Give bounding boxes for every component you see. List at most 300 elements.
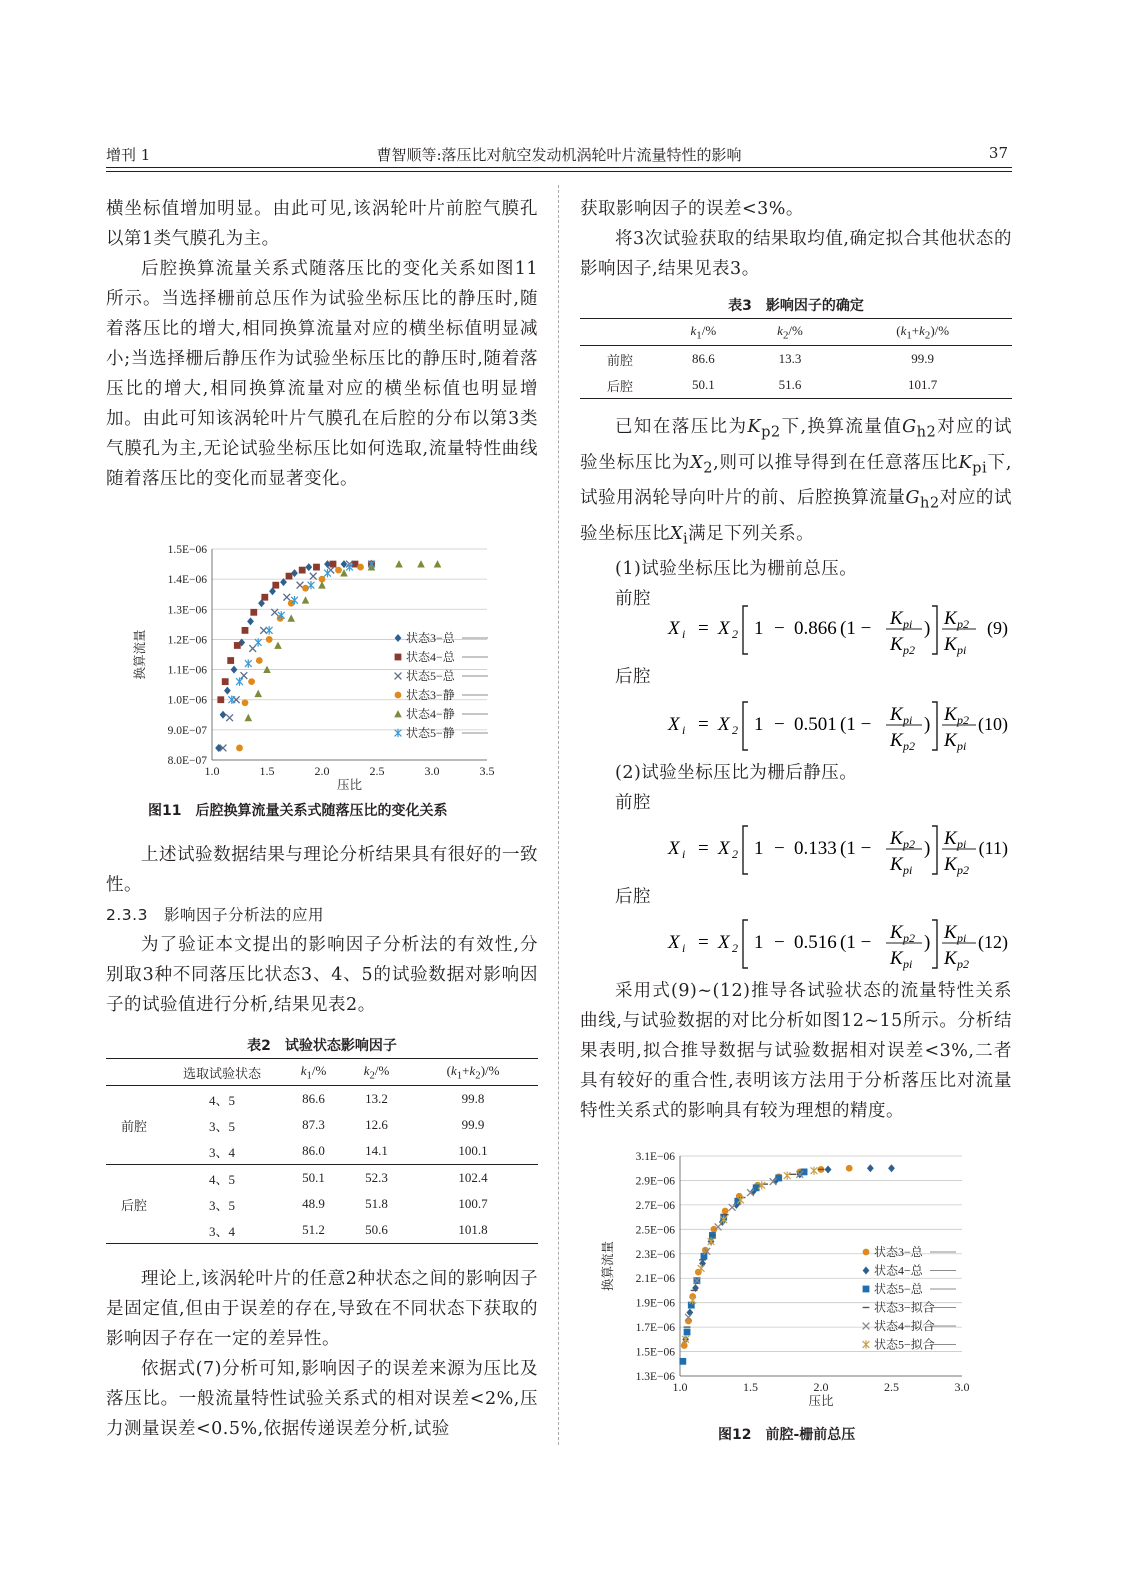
section-heading: 2.3.3 影响因子分析法的应用 bbox=[106, 906, 324, 924]
column-divider bbox=[558, 185, 559, 1445]
table-cell: 后腔 bbox=[606, 378, 633, 394]
data-point bbox=[231, 666, 238, 674]
page-number: 37 bbox=[988, 144, 1008, 162]
figure-12-chart bbox=[598, 1146, 988, 1416]
eq-symbol: K bbox=[944, 922, 957, 943]
eq-symbol: X bbox=[718, 838, 730, 859]
table-cell: 4、5 bbox=[208, 1092, 235, 1108]
eq-operator: − bbox=[774, 714, 785, 735]
legend-label: 状态5−拟合 bbox=[874, 1337, 935, 1352]
journal-issue: 增刊 1 bbox=[106, 146, 151, 164]
eq-operator: = bbox=[698, 618, 709, 639]
table-header-cell: $k_1/\%$ bbox=[282, 1059, 345, 1086]
data-point bbox=[224, 687, 231, 695]
y-tick-label: 1.7E−06 bbox=[635, 1322, 675, 1335]
eq-symbol: K bbox=[944, 730, 957, 751]
data-point bbox=[863, 1267, 870, 1275]
data-point bbox=[248, 678, 255, 685]
data-point bbox=[245, 714, 253, 721]
data-point bbox=[227, 657, 234, 664]
data-point bbox=[698, 1264, 705, 1272]
data-point bbox=[310, 573, 317, 580]
eq-number: (11) bbox=[978, 838, 1008, 858]
data-point bbox=[863, 1340, 870, 1348]
eq-bracket bbox=[743, 702, 748, 750]
paragraph: 后腔 bbox=[615, 667, 651, 687]
y-tick-label: 1.9E−06 bbox=[635, 1297, 675, 1310]
table-2 bbox=[106, 1058, 538, 1244]
table-cell: 99.9 bbox=[911, 351, 935, 366]
eq-symbol: K bbox=[890, 828, 903, 849]
eq-operator: − bbox=[774, 838, 785, 859]
right-column-bottom bbox=[580, 976, 1012, 1126]
series bbox=[215, 560, 347, 752]
eq-subscript: i bbox=[682, 847, 686, 861]
series bbox=[236, 564, 364, 752]
data-point bbox=[863, 1249, 870, 1256]
table-row bbox=[106, 1138, 538, 1165]
equation-10 bbox=[580, 692, 1012, 756]
left-column-bottom bbox=[106, 1264, 538, 1444]
data-point bbox=[846, 1165, 853, 1172]
running-header bbox=[106, 142, 1012, 166]
x-tick-label: 2.5 bbox=[369, 764, 385, 778]
table-cell: 86.6 bbox=[691, 351, 715, 366]
paragraph: 理论上,该涡轮叶片的任意2种状态之间的影响因子是固定值,但由于误差的存在,导致在不同状态下获取的影响因子存在一定的差异性。 bbox=[106, 1269, 538, 1349]
x-tick-label: 2.0 bbox=[314, 764, 330, 778]
y-tick-label: 1.1E−06 bbox=[167, 664, 207, 677]
y-tick-label: 1.5E−06 bbox=[635, 1346, 675, 1359]
eq-bracket bbox=[932, 702, 937, 750]
paragraph: 上述试验数据结果与理论分析结果具有很好的一致性。 bbox=[106, 845, 538, 895]
eq-subscript: pi bbox=[903, 713, 913, 727]
eq-symbol: K bbox=[944, 854, 957, 875]
data-point bbox=[254, 690, 262, 697]
eq-bracket bbox=[743, 920, 748, 968]
data-point bbox=[220, 711, 227, 719]
y-tick-label: 1.3E−06 bbox=[635, 1371, 675, 1383]
data-point bbox=[299, 567, 306, 574]
data-point bbox=[395, 654, 402, 661]
data-point bbox=[684, 1329, 691, 1336]
data-point bbox=[242, 627, 249, 634]
table-2-caption: 表2 试验状态影响因子 bbox=[247, 1038, 397, 1054]
eq-symbol: K bbox=[944, 634, 957, 655]
eq-coefficient: 0.866 bbox=[794, 618, 837, 639]
legend-label: 状态3−静 bbox=[406, 688, 455, 702]
eq-subscript: pi bbox=[957, 931, 967, 945]
series bbox=[685, 1171, 803, 1321]
eq-subscript: p2 bbox=[957, 957, 969, 971]
data-point bbox=[274, 641, 282, 648]
data-point bbox=[395, 673, 402, 680]
paragraph: 依据式(7)分析可知,影响因子的误差来源为压比及落压比。一般流量特性试验关系式的相对误差<2%,压力测量误差<0.5%,依据传递误差分析,试验 bbox=[106, 1359, 538, 1439]
x-tick-label: 3.5 bbox=[479, 764, 495, 778]
x-tick-label: 1.0 bbox=[204, 764, 220, 778]
y-tick-label: 2.7E−06 bbox=[635, 1199, 675, 1212]
eq-symbol: X bbox=[668, 838, 680, 859]
data-point bbox=[395, 692, 402, 699]
eq-one: 1 bbox=[754, 714, 764, 735]
eq-symbol: X bbox=[668, 714, 680, 735]
data-point bbox=[722, 1208, 729, 1215]
table-cell: 50.1 bbox=[691, 377, 715, 392]
table-header-cell: $k_2/\%$ bbox=[747, 319, 834, 346]
eq-symbol: K bbox=[890, 608, 903, 629]
table-row bbox=[106, 1191, 538, 1217]
eq-subscript: i bbox=[682, 627, 686, 641]
data-point bbox=[825, 1165, 832, 1173]
table-cell: 87.3 bbox=[302, 1117, 325, 1132]
paragraph: 为了验证本文提出的影响因子分析法的有效性,分别取3种不同落压比状态3、4、5的试验数据对影响因子的试验值进行分析,结果见表2。 bbox=[106, 935, 538, 1015]
y-tick-label: 2.3E−06 bbox=[635, 1248, 675, 1261]
table-cell: 3、5 bbox=[208, 1197, 235, 1213]
eq-operator: = bbox=[698, 714, 709, 735]
table-cell: 52.3 bbox=[345, 1165, 408, 1192]
eq-symbol: K bbox=[944, 948, 957, 969]
x-tick-label: 1.0 bbox=[672, 1380, 688, 1394]
right-column-middle bbox=[580, 412, 1012, 614]
equation-12 bbox=[580, 910, 1012, 974]
table-header-cell: $(k_1+k_2)/\%$ bbox=[408, 1059, 538, 1086]
table-group-label: 后腔 bbox=[106, 1165, 162, 1244]
left-column-top bbox=[106, 194, 538, 494]
data-point bbox=[867, 1164, 874, 1172]
eq-operator: = bbox=[698, 932, 709, 953]
table-3-caption: 表3 影响因子的确定 bbox=[728, 298, 864, 314]
figure-11-caption: 图11 后腔换算流量关系式随落压比的变化关系 bbox=[148, 803, 448, 819]
data-point bbox=[245, 659, 252, 667]
eq-subscript: p2 bbox=[903, 739, 915, 753]
eq-paren: ) bbox=[924, 838, 931, 859]
eq-bracket bbox=[932, 826, 937, 874]
table-cell: 51.2 bbox=[302, 1222, 325, 1237]
legend-label: 状态5−总 bbox=[406, 669, 455, 683]
table-header-cell bbox=[106, 1059, 162, 1086]
eq-subscript: p2 bbox=[957, 617, 969, 631]
paragraph: 获取影响因子的误差<3%。 bbox=[580, 199, 804, 219]
data-point bbox=[357, 564, 364, 571]
eq-subscript: 2 bbox=[732, 627, 738, 641]
table-2-block bbox=[106, 1034, 538, 1244]
eq-symbol: X bbox=[718, 714, 730, 735]
y-axis-label: 换算流量 bbox=[133, 629, 147, 680]
data-point bbox=[302, 596, 310, 603]
equation-11 bbox=[580, 816, 1012, 880]
table-header-cell: 选取试验状态 bbox=[162, 1059, 282, 1086]
eq-paren: (1 − bbox=[840, 932, 872, 953]
table-3-block bbox=[580, 294, 1012, 399]
paragraph: (1)试验坐标压比为栅前总压。 bbox=[615, 559, 858, 579]
data-point bbox=[272, 582, 279, 589]
eq-symbol: X bbox=[718, 618, 730, 639]
eq-subscript: p2 bbox=[903, 643, 915, 657]
eq-subscript: i bbox=[682, 723, 686, 737]
y-axis-label: 换算流量 bbox=[601, 1240, 615, 1292]
table-cell: 3、4 bbox=[208, 1144, 235, 1160]
data-point bbox=[236, 745, 243, 752]
eq-one: 1 bbox=[754, 932, 764, 953]
eq-subscript: pi bbox=[957, 739, 967, 753]
table-cell: 前腔 bbox=[606, 352, 633, 368]
legend-label: 状态4−总 bbox=[406, 650, 455, 664]
eq-one: 1 bbox=[754, 838, 764, 859]
eq-paren: (1 − bbox=[840, 618, 872, 639]
eq-symbol: X bbox=[718, 932, 730, 953]
eq-number: (9) bbox=[987, 618, 1008, 638]
data-point bbox=[395, 634, 402, 642]
table-cell: 101.7 bbox=[908, 377, 938, 392]
eq-symbol: X bbox=[668, 618, 680, 639]
y-tick-label: 9.0E−07 bbox=[167, 724, 207, 737]
y-tick-label: 1.0E−06 bbox=[167, 694, 207, 707]
data-point bbox=[811, 1166, 818, 1174]
eq-subscript: p2 bbox=[957, 863, 969, 877]
eq-subscript: 2 bbox=[732, 723, 738, 737]
eq-one: 1 bbox=[754, 618, 764, 639]
legend-label: 状态4−静 bbox=[406, 707, 455, 721]
paragraph: 后腔 bbox=[615, 887, 651, 907]
data-point bbox=[324, 569, 331, 577]
table-row bbox=[106, 1217, 538, 1244]
paragraph: 横坐标值增加明显。由此可见,该涡轮叶片前腔气膜孔以第1类气膜孔为主。 bbox=[106, 199, 538, 249]
data-point bbox=[287, 614, 295, 621]
eq-paren: ) bbox=[924, 618, 931, 639]
legend-label: 状态3−总 bbox=[874, 1245, 923, 1259]
data-point bbox=[685, 1318, 692, 1325]
table-cell: 12.6 bbox=[365, 1117, 388, 1132]
table-cell: 99.9 bbox=[461, 1117, 485, 1132]
eq-paren: ) bbox=[924, 932, 931, 953]
table-cell: 3、5 bbox=[208, 1118, 235, 1134]
x-tick-label: 1.5 bbox=[259, 764, 275, 778]
left-column-middle bbox=[106, 840, 538, 1020]
table-cell: 50.1 bbox=[282, 1165, 345, 1192]
table-row bbox=[106, 1165, 538, 1192]
data-point bbox=[395, 560, 403, 567]
table-cell: 99.8 bbox=[461, 1091, 485, 1106]
paragraph: 已知在落压比为$K_{p2}$下,换算流量值$G_{h2}$对应的试验坐标压比为$X_2$,则可以推导得到在任意落压比$K_{pi}$下,试验用涡轮导向叶片的前、后腔换算流量$G_{h2}$对应的试验坐标压比$X_i$满足下列关系。 bbox=[580, 417, 1013, 547]
data-point bbox=[775, 1175, 782, 1182]
eq-subscript: pi bbox=[957, 837, 967, 851]
paragraph: 前腔 bbox=[615, 589, 651, 609]
eq-subscript: p2 bbox=[903, 837, 915, 851]
data-point bbox=[241, 672, 248, 679]
eq-subscript: pi bbox=[903, 957, 913, 971]
legend-label: 状态3−总 bbox=[406, 631, 455, 645]
x-axis-label: 压比 bbox=[808, 1394, 834, 1408]
eq-number: (12) bbox=[978, 932, 1008, 952]
data-point bbox=[305, 563, 312, 571]
eq-bracket bbox=[743, 606, 748, 654]
eq-bracket bbox=[932, 920, 937, 968]
legend-label: 状态4−总 bbox=[874, 1263, 923, 1278]
eq-coefficient: 0.501 bbox=[794, 714, 837, 735]
eq-bracket bbox=[743, 826, 748, 874]
y-tick-label: 1.5E−06 bbox=[167, 544, 207, 556]
data-point bbox=[888, 1164, 895, 1172]
eq-symbol: K bbox=[890, 704, 903, 725]
data-point bbox=[313, 564, 320, 571]
data-point bbox=[434, 560, 442, 567]
eq-symbol: X bbox=[668, 932, 680, 953]
data-point bbox=[863, 1323, 870, 1330]
data-point bbox=[689, 1296, 696, 1304]
data-point bbox=[236, 677, 243, 685]
table-cell: 3、4 bbox=[208, 1223, 235, 1239]
paragraph: 将3次试验获取的结果取均值,确定拟合其他状态的影响因子,结果见表3。 bbox=[580, 229, 1012, 279]
eq-coefficient: 0.516 bbox=[794, 932, 837, 953]
data-point bbox=[266, 626, 273, 634]
legend-label: 状态4−拟合 bbox=[874, 1319, 935, 1333]
data-point bbox=[247, 617, 254, 625]
data-point bbox=[863, 1286, 870, 1293]
legend-label: 状态5−静 bbox=[406, 726, 455, 740]
data-point bbox=[283, 594, 290, 601]
paragraph: 前腔 bbox=[615, 793, 651, 813]
x-tick-label: 3.0 bbox=[424, 764, 440, 778]
table-cell: 13.2 bbox=[365, 1091, 388, 1106]
eq-paren: (1 − bbox=[840, 838, 872, 859]
table-header-cell: $k_1/\%$ bbox=[660, 319, 747, 346]
eq-subscript: p2 bbox=[957, 713, 969, 727]
y-tick-label: 3.1E−06 bbox=[635, 1151, 675, 1163]
series bbox=[220, 561, 353, 752]
eq-operator: = bbox=[698, 838, 709, 859]
running-title: 曹智顺等:落压比对航空发动机涡轮叶片流量特性的影响 bbox=[376, 146, 742, 164]
equation-9 bbox=[580, 596, 1012, 660]
table-cell: 13.3 bbox=[778, 351, 802, 366]
right-column-top bbox=[580, 194, 1012, 284]
table-row bbox=[580, 372, 1012, 399]
paragraph: (2)试验坐标压比为栅后静压。 bbox=[615, 763, 858, 783]
eq-subscript: 2 bbox=[732, 941, 738, 955]
data-point bbox=[266, 636, 273, 643]
table-cell: 50.6 bbox=[365, 1222, 388, 1237]
eq-symbol: K bbox=[944, 608, 957, 629]
data-point bbox=[318, 581, 326, 588]
eq-subscript: p2 bbox=[903, 931, 915, 945]
data-point bbox=[335, 567, 342, 574]
table-header-cell bbox=[580, 319, 660, 346]
legend-label: 状态3−拟合 bbox=[874, 1300, 935, 1315]
eq-subscript: pi bbox=[903, 617, 913, 631]
header-rule bbox=[106, 167, 1012, 168]
label-rear bbox=[580, 662, 1012, 692]
eq-symbol: K bbox=[944, 704, 957, 725]
x-axis-label: 压比 bbox=[336, 778, 363, 792]
data-point bbox=[286, 573, 293, 580]
table-cell: 48.9 bbox=[302, 1196, 325, 1211]
y-tick-label: 8.0E−07 bbox=[167, 755, 207, 767]
eq-subscript: 2 bbox=[732, 847, 738, 861]
data-point bbox=[395, 729, 402, 737]
x-tick-label: 2.5 bbox=[884, 1380, 899, 1394]
eq-bracket bbox=[932, 606, 937, 654]
y-tick-label: 2.5E−06 bbox=[635, 1224, 675, 1237]
x-tick-label: 2.0 bbox=[813, 1380, 829, 1394]
data-point bbox=[394, 710, 402, 717]
paragraph: 采用式(9)~(12)推导各试验状态的流量特性关系曲线,与试验数据的对比分析如图12~15所示。分析结果表明,拟合推导数据与试验数据相对误差<3%,二者具有较好的重合性,表明该方法用于分析落压比对流量特性关系式的影响具有较为理想的精度。 bbox=[580, 981, 1012, 1121]
eq-symbol: K bbox=[890, 730, 903, 751]
data-point bbox=[250, 609, 257, 616]
x-tick-label: 3.0 bbox=[954, 1380, 970, 1394]
y-tick-label: 2.9E−06 bbox=[635, 1175, 675, 1188]
table-row bbox=[580, 346, 1012, 373]
data-point bbox=[226, 714, 233, 721]
series bbox=[217, 561, 375, 703]
eq-paren: ) bbox=[924, 714, 931, 735]
table-header-cell: $k_2/\%$ bbox=[345, 1059, 408, 1086]
table-row bbox=[106, 1086, 538, 1113]
figure-11-chart bbox=[130, 538, 510, 798]
data-point bbox=[242, 699, 249, 706]
x-tick-label: 1.5 bbox=[743, 1380, 758, 1394]
table-header-cell: $(k_1+k_2)/\%$ bbox=[833, 319, 1012, 346]
eq-coefficient: 0.133 bbox=[794, 838, 837, 859]
data-point bbox=[234, 642, 241, 649]
table-cell: 4、5 bbox=[162, 1165, 282, 1192]
table-cell: 86.0 bbox=[302, 1143, 325, 1158]
y-tick-label: 1.2E−06 bbox=[167, 634, 207, 647]
table-cell: 101.8 bbox=[458, 1222, 488, 1237]
y-tick-label: 1.4E−06 bbox=[167, 574, 207, 587]
eq-number: (10) bbox=[978, 714, 1008, 734]
legend-label: 状态5−总 bbox=[874, 1282, 923, 1296]
table-cell: 51.8 bbox=[365, 1196, 388, 1211]
table-cell: 102.4 bbox=[408, 1165, 538, 1192]
table-cell: 100.7 bbox=[458, 1196, 488, 1211]
data-point bbox=[255, 638, 262, 646]
table-3 bbox=[580, 318, 1012, 399]
eq-symbol: K bbox=[890, 948, 903, 969]
paragraph: 后腔换算流量关系式随落压比的变化关系如图11所示。当选择栅前总压作为试验坐标压比的静压时,随着落压比的增大,相同换算流量对应的横坐标值明显减小;当选择栅后静压作为试验坐标压比的静压时,随着落压比的增大,相同换算流量对应的横坐标值也明显增加。由此可知该涡轮叶片气膜孔在后腔的分布以第3类气膜孔为主,无论试验坐标压比如何选取,流量特性曲线随着落压比的变化而显著变化。 bbox=[106, 259, 538, 489]
table-cell: 51.6 bbox=[778, 377, 802, 392]
figure-12-caption: 图12 前腔-栅前总压 bbox=[718, 1427, 856, 1443]
data-point bbox=[679, 1358, 686, 1365]
table-cell: 100.1 bbox=[458, 1143, 488, 1158]
eq-operator: − bbox=[774, 932, 785, 953]
data-point bbox=[688, 1302, 695, 1309]
y-tick-label: 2.1E−06 bbox=[635, 1273, 675, 1286]
data-point bbox=[256, 657, 263, 664]
header-rule-thin bbox=[106, 171, 1012, 172]
data-point bbox=[308, 581, 315, 589]
data-point bbox=[271, 609, 278, 616]
eq-symbol: K bbox=[890, 854, 903, 875]
table-group-label: 前腔 bbox=[120, 1118, 147, 1134]
eq-subscript: i bbox=[682, 941, 686, 955]
eq-symbol: K bbox=[944, 828, 957, 849]
data-point bbox=[417, 560, 425, 567]
label-case2 bbox=[580, 758, 1012, 818]
data-point bbox=[330, 561, 337, 568]
eq-operator: − bbox=[774, 618, 785, 639]
eq-subscript: pi bbox=[957, 643, 967, 657]
eq-symbol: K bbox=[890, 634, 903, 655]
table-row bbox=[106, 1112, 538, 1138]
label-rear-2 bbox=[580, 882, 1012, 912]
table-cell: 86.6 bbox=[302, 1091, 325, 1106]
data-point bbox=[261, 594, 268, 601]
eq-subscript: pi bbox=[903, 863, 913, 877]
table-cell: 14.1 bbox=[365, 1143, 388, 1158]
data-point bbox=[681, 1342, 688, 1349]
data-point bbox=[217, 696, 224, 703]
y-tick-label: 1.3E−06 bbox=[167, 604, 207, 617]
eq-paren: (1 − bbox=[840, 714, 872, 735]
data-point bbox=[222, 678, 229, 685]
